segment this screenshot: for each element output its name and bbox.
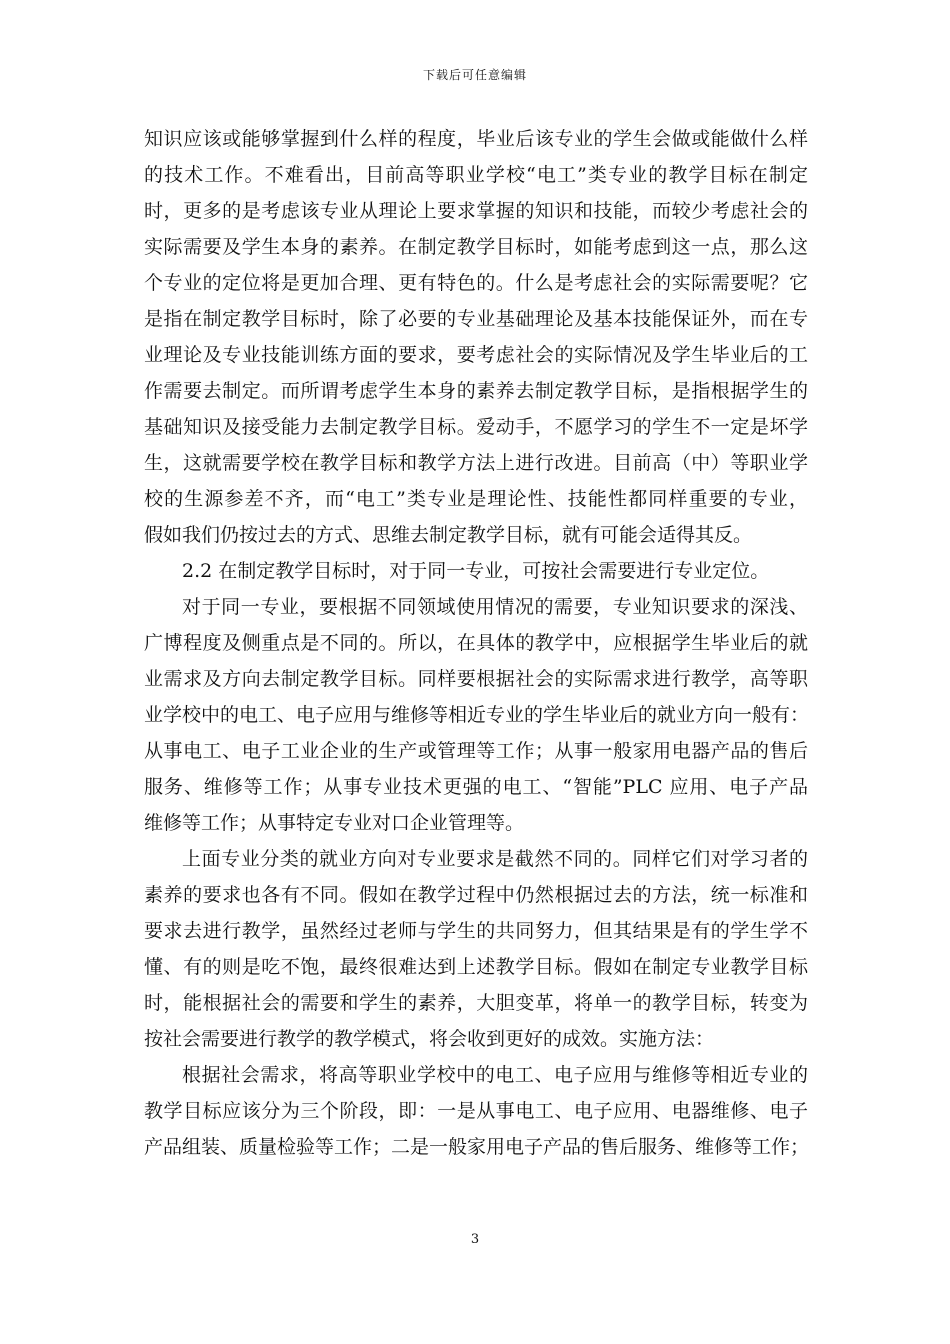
text-line: 知识应该或能够掌握到什么样的程度，毕业后该专业的学生会做或能做什么样 (144, 128, 808, 150)
text-line: 要求去进行教学，虽然经过老师与学生的共同努力，但其结果是有的学生学不 (144, 920, 808, 942)
text-line: 校的生源参差不齐，而“电工”类专业是理论性、技能性都同样重要的专业， (144, 488, 808, 510)
page-number: 3 (470, 1232, 480, 1247)
text-line: 时，更多的是考虑该专业从理论上要求掌握的知识和技能，而较少考虑社会的 (144, 200, 808, 222)
text-line: 维修等工作；从事特定专业对口企业管理等。 (144, 812, 525, 834)
text-line: 上面专业分类的就业方向对专业要求是截然不同的。同样它们对学习者的 (182, 848, 808, 870)
text-line: 业需求及方向去制定教学目标。同样要根据社会的实际需求进行教学，高等职 (144, 668, 808, 690)
text-line: 作需要去制定。而所谓考虑学生本身的素养去制定教学目标，是指根据学生的 (144, 380, 808, 402)
text-line: 是指在制定教学目标时，除了必要的专业基础理论及基本技能保证外，而在专 (144, 308, 808, 330)
text-line: 产品组装、质量检验等工作；二是一般家用电子产品的售后服务、维修等工作； (144, 1136, 810, 1158)
text-line: 时，能根据社会的需要和学生的素养，大胆变革，将单一的教学目标，转变为 (144, 992, 808, 1014)
text-line: 懂、有的则是吃不饱，最终很难达到上述教学目标。假如在制定专业教学目标 (144, 956, 808, 978)
text-line: 素养的要求也各有不同。假如在教学过程中仍然根据过去的方法，统一标准和 (144, 884, 808, 906)
body-text (144, 121, 808, 1165)
text-line: 服务、维修等工作；从事专业技术更强的电工、“智能”PLC 应用、电子产品 (144, 776, 808, 798)
text-line: 业理论及专业技能训练方面的要求，要考虑社会的实际情况及学生毕业后的工 (144, 344, 808, 366)
text-line: 实际需要及学生本身的素养。在制定教学目标时，如能考虑到这一点，那么这 (144, 236, 808, 258)
text-line: 按社会需要进行教学的教学模式，将会收到更好的成效。实施方法： (144, 1028, 715, 1050)
text-line: 的技术工作。不难看出，目前高等职业学校“电工”类专业的教学目标在制定 (144, 164, 808, 186)
text-line: 对于同一专业，要根据不同领域使用情况的需要，专业知识要求的深浅、 (182, 596, 808, 618)
text-line: 从事电工、电子工业企业的生产或管理等工作；从事一般家用电器产品的售后 (144, 740, 808, 762)
text-line: 假如我们仍按过去的方式、思维去制定教学目标，就有可能会适得其反。 (144, 524, 753, 546)
section-heading: 2.2 在制定教学目标时，对于同一专业，可按社会需要进行专业定位。 (182, 560, 770, 582)
text-line: 广博程度及侧重点是不同的。所以，在具体的教学中，应根据学生毕业后的就 (144, 632, 808, 654)
page-header: 下载后可任意编辑 (422, 68, 527, 82)
text-line: 基础知识及接受能力去制定教学目标。爱动手，不愿学习的学生不一定是坏学 (144, 416, 808, 438)
text-line: 教学目标应该分为三个阶段，即：一是从事电工、电子应用、电器维修、电子 (144, 1100, 808, 1122)
text-line: 个专业的定位将是更加合理、更有特色的。什么是考虑社会的实际需要呢？它 (144, 272, 808, 294)
text-line: 业学校中的电工、电子应用与维修等相近专业的学生毕业后的就业方向一般有： (144, 704, 810, 726)
text-line: 生，这就需要学校在教学目标和教学方法上进行改进。目前高（中）等职业学 (144, 452, 808, 474)
text-line: 根据社会需求，将高等职业学校中的电工、电子应用与维修等相近专业的 (182, 1064, 808, 1086)
